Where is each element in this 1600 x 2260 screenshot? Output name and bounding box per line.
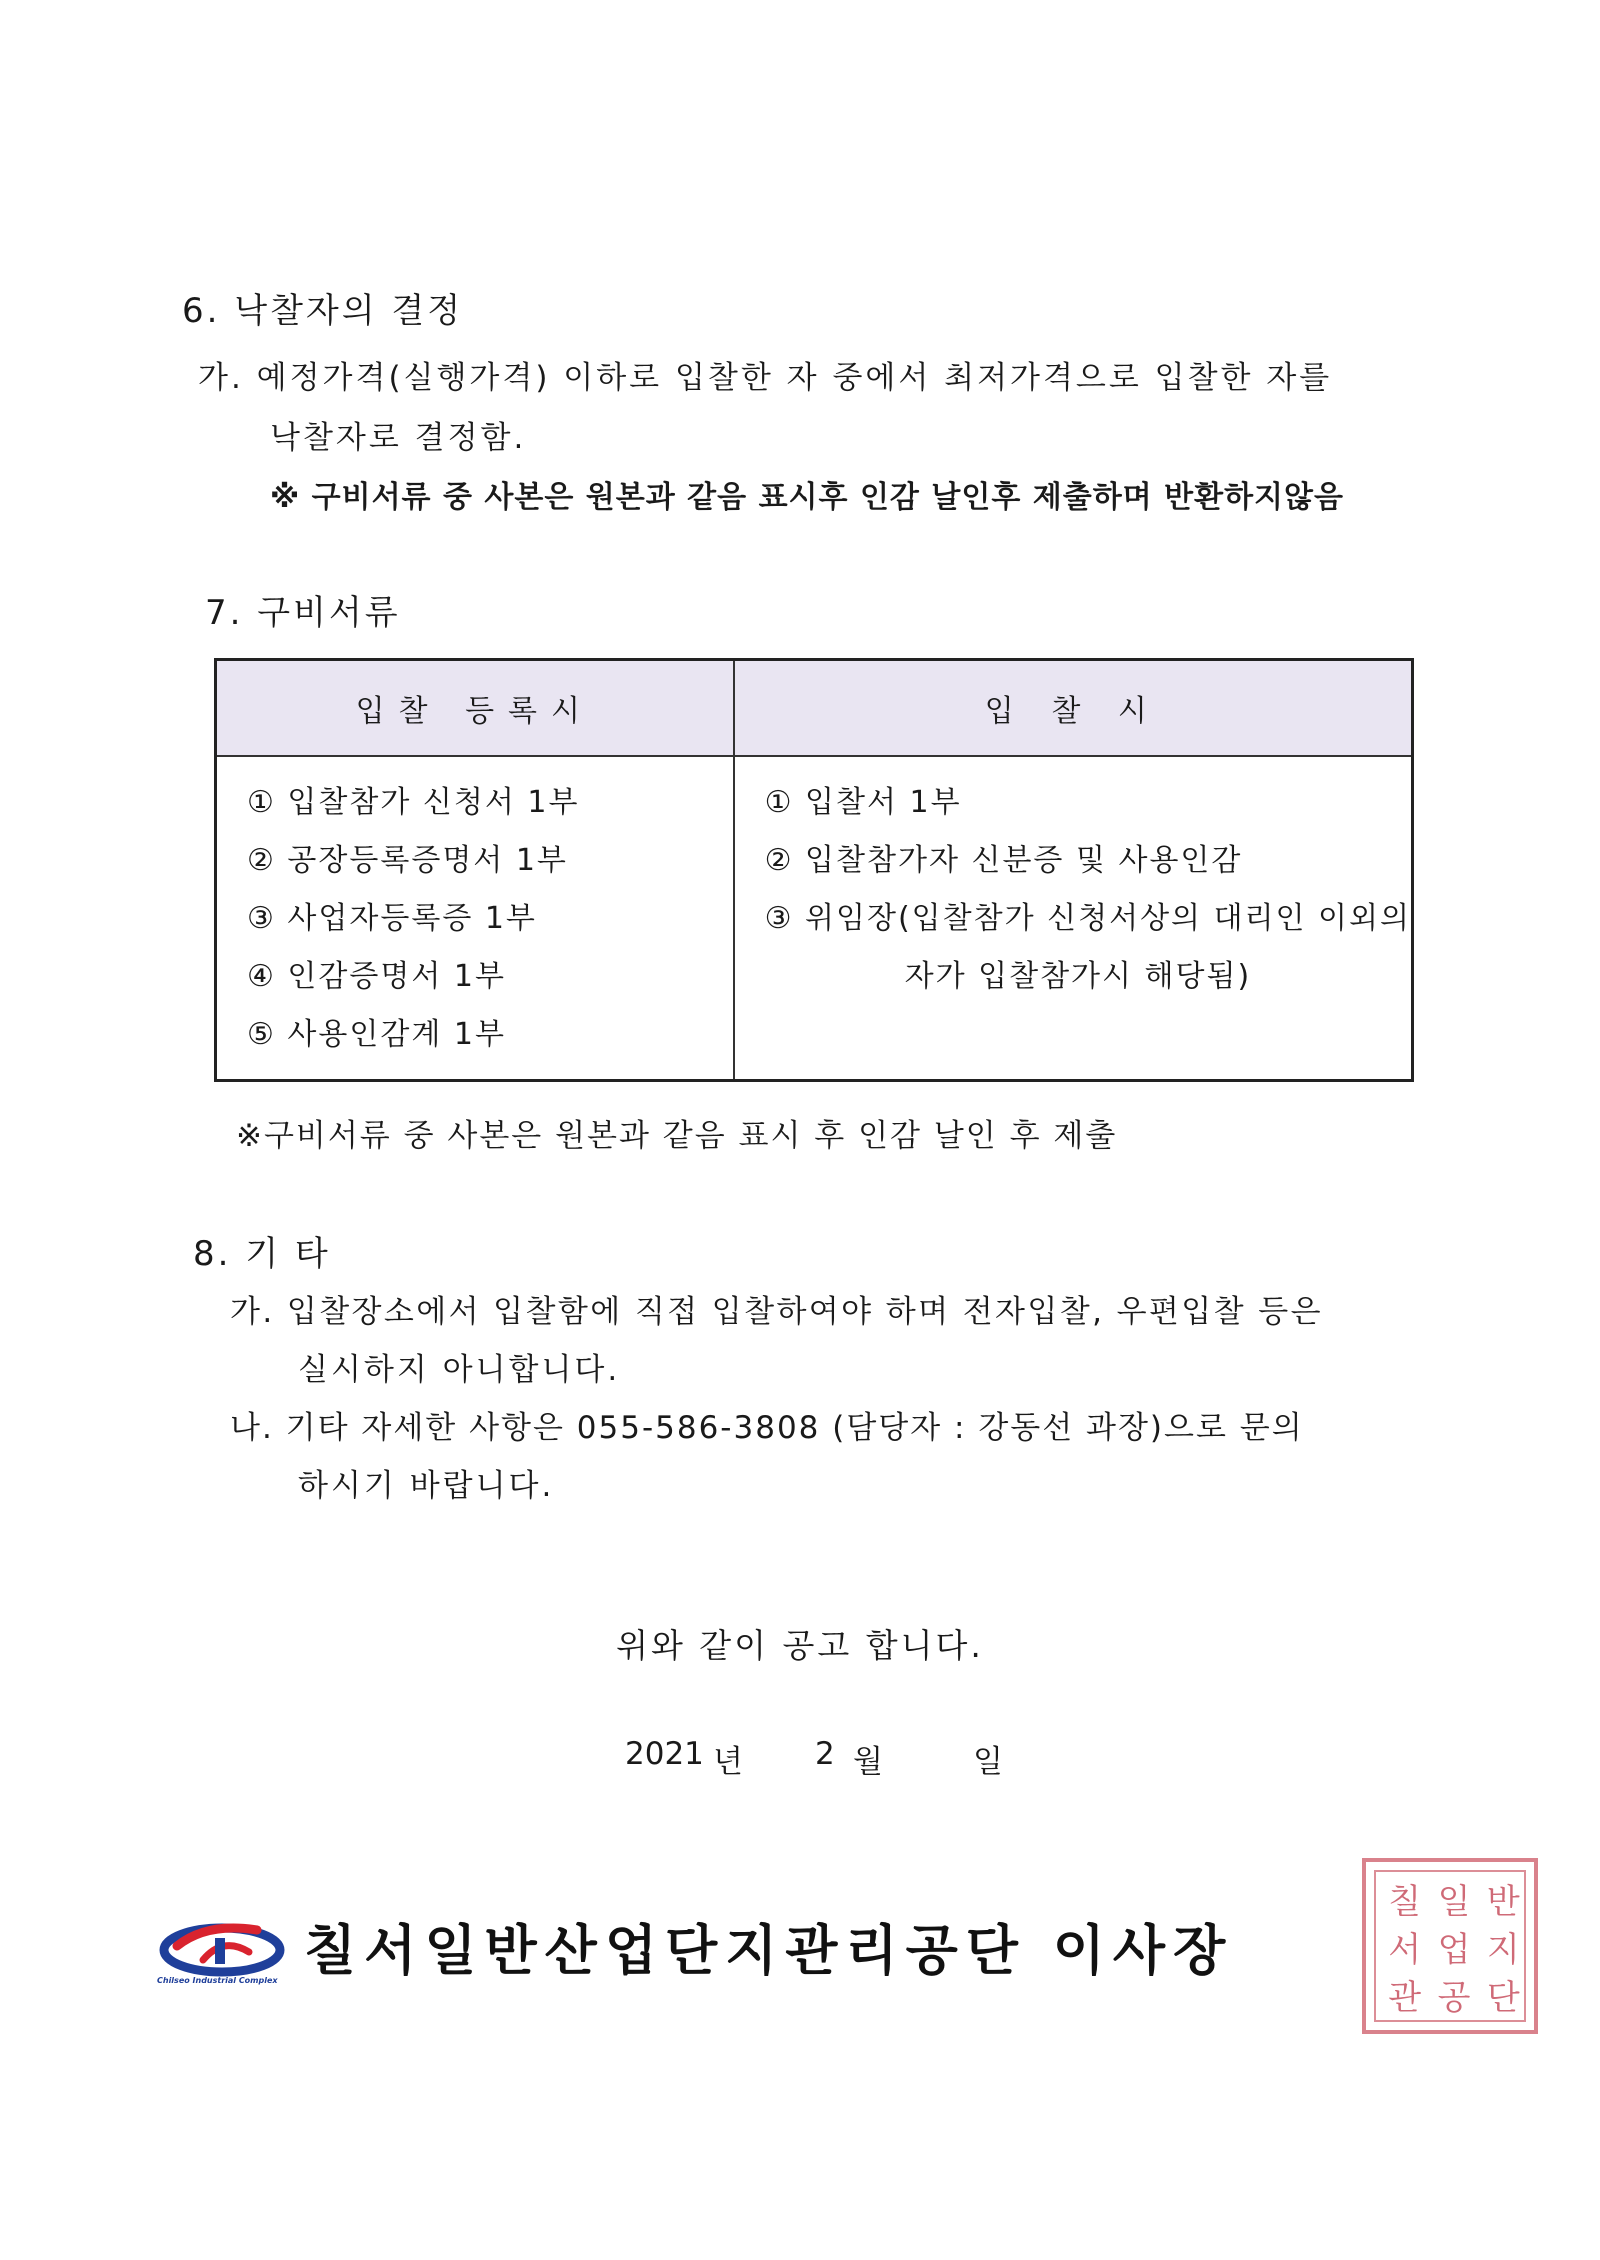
seal-char: 칠 [1388, 1882, 1422, 1922]
registration-doc-item: ④ 인감증명서 1부 [247, 959, 506, 994]
section-6-item-ga-line2: 낙찰자로 결정함. [270, 420, 527, 456]
section-8-heading: 8. 기 타 [193, 1234, 331, 1274]
section-8-item-na-line1: 나. 기타 자세한 사항은 055-586-3808 (담당자 : 강동선 과장)으로 문의 [230, 1410, 1304, 1446]
registration-documents [216, 756, 734, 1081]
registration-doc-item: ② 공장등록증명서 1부 [247, 843, 568, 878]
seal-characters [1380, 1878, 1528, 2022]
seal-char: 서 [1388, 1930, 1422, 1970]
header-bidding: 입 찰 시 [734, 660, 1413, 757]
required-documents-table [214, 658, 1414, 1082]
date-day-unit: 일 [973, 1744, 1003, 1780]
date-month: 2 [815, 1736, 835, 1772]
seal-char: 공 [1437, 1978, 1471, 2018]
date-year: 2021 [625, 1736, 704, 1772]
registration-doc-item: ⑤ 사용인감계 1부 [247, 1017, 506, 1052]
section-6-note: ※ 구비서류 중 사본은 원본과 같음 표시후 인감 날인후 제출하며 반환하지않음 [270, 480, 1344, 515]
seal-char: 일 [1437, 1882, 1471, 1922]
section-6-item-ga-line1: 가. 예정가격(실행가격) 이하로 입찰한 자 중에서 최저가격으로 입찰한 자를 [198, 360, 1333, 396]
bidding-doc-item: ③ 위임장(입찰참가 신청서상의 대리인 이외의 [764, 901, 1411, 936]
date-month-unit: 월 [853, 1744, 883, 1780]
section-7-note: ※구비서류 중 사본은 원본과 같음 표시 후 인감 날인 후 제출 [236, 1118, 1118, 1154]
seal-char: 반 [1486, 1882, 1520, 1922]
bidding-documents [734, 756, 1413, 1081]
seal-char: 단 [1486, 1978, 1520, 2018]
closing-statement: 위와 같이 공고 합니다. [616, 1626, 984, 1665]
bidding-doc-item: ② 입찰참가자 신분증 및 사용인감 [764, 843, 1243, 878]
section-8-item-ga-line1: 가. 입찰장소에서 입찰함에 직접 입찰하여야 하며 전자입찰, 우편입찰 등은 [230, 1294, 1323, 1330]
organization-logo [157, 1916, 287, 1992]
organization-name: 칠서일반산업단지관리공단 이사장 [304, 1919, 1234, 1982]
registration-doc-item: ③ 사업자등록증 1부 [247, 901, 537, 936]
bidding-doc-item-continuation: 자가 입찰참가시 해당됨) [904, 959, 1252, 994]
section-6-heading: 6. 낙찰자의 결정 [182, 291, 464, 331]
section-8-item-na-line2: 하시기 바랍니다. [298, 1468, 555, 1504]
date-year-unit: 년 [713, 1744, 743, 1780]
section-7-heading: 7. 구비서류 [205, 593, 401, 633]
logo-caption: Chilseo Industrial Complex [157, 1976, 278, 1985]
bidding-doc-item: ① 입찰서 1부 [764, 785, 962, 820]
registration-doc-item: ① 입찰참가 신청서 1부 [247, 785, 580, 820]
header-registration: 입찰 등록시 [216, 660, 734, 757]
seal-char: 관 [1388, 1978, 1422, 2018]
section-8-item-ga-line2: 실시하지 아니합니다. [298, 1352, 621, 1388]
seal-char: 지 [1486, 1930, 1520, 1970]
official-seal [1362, 1858, 1538, 2034]
seal-char: 업 [1437, 1930, 1471, 1970]
